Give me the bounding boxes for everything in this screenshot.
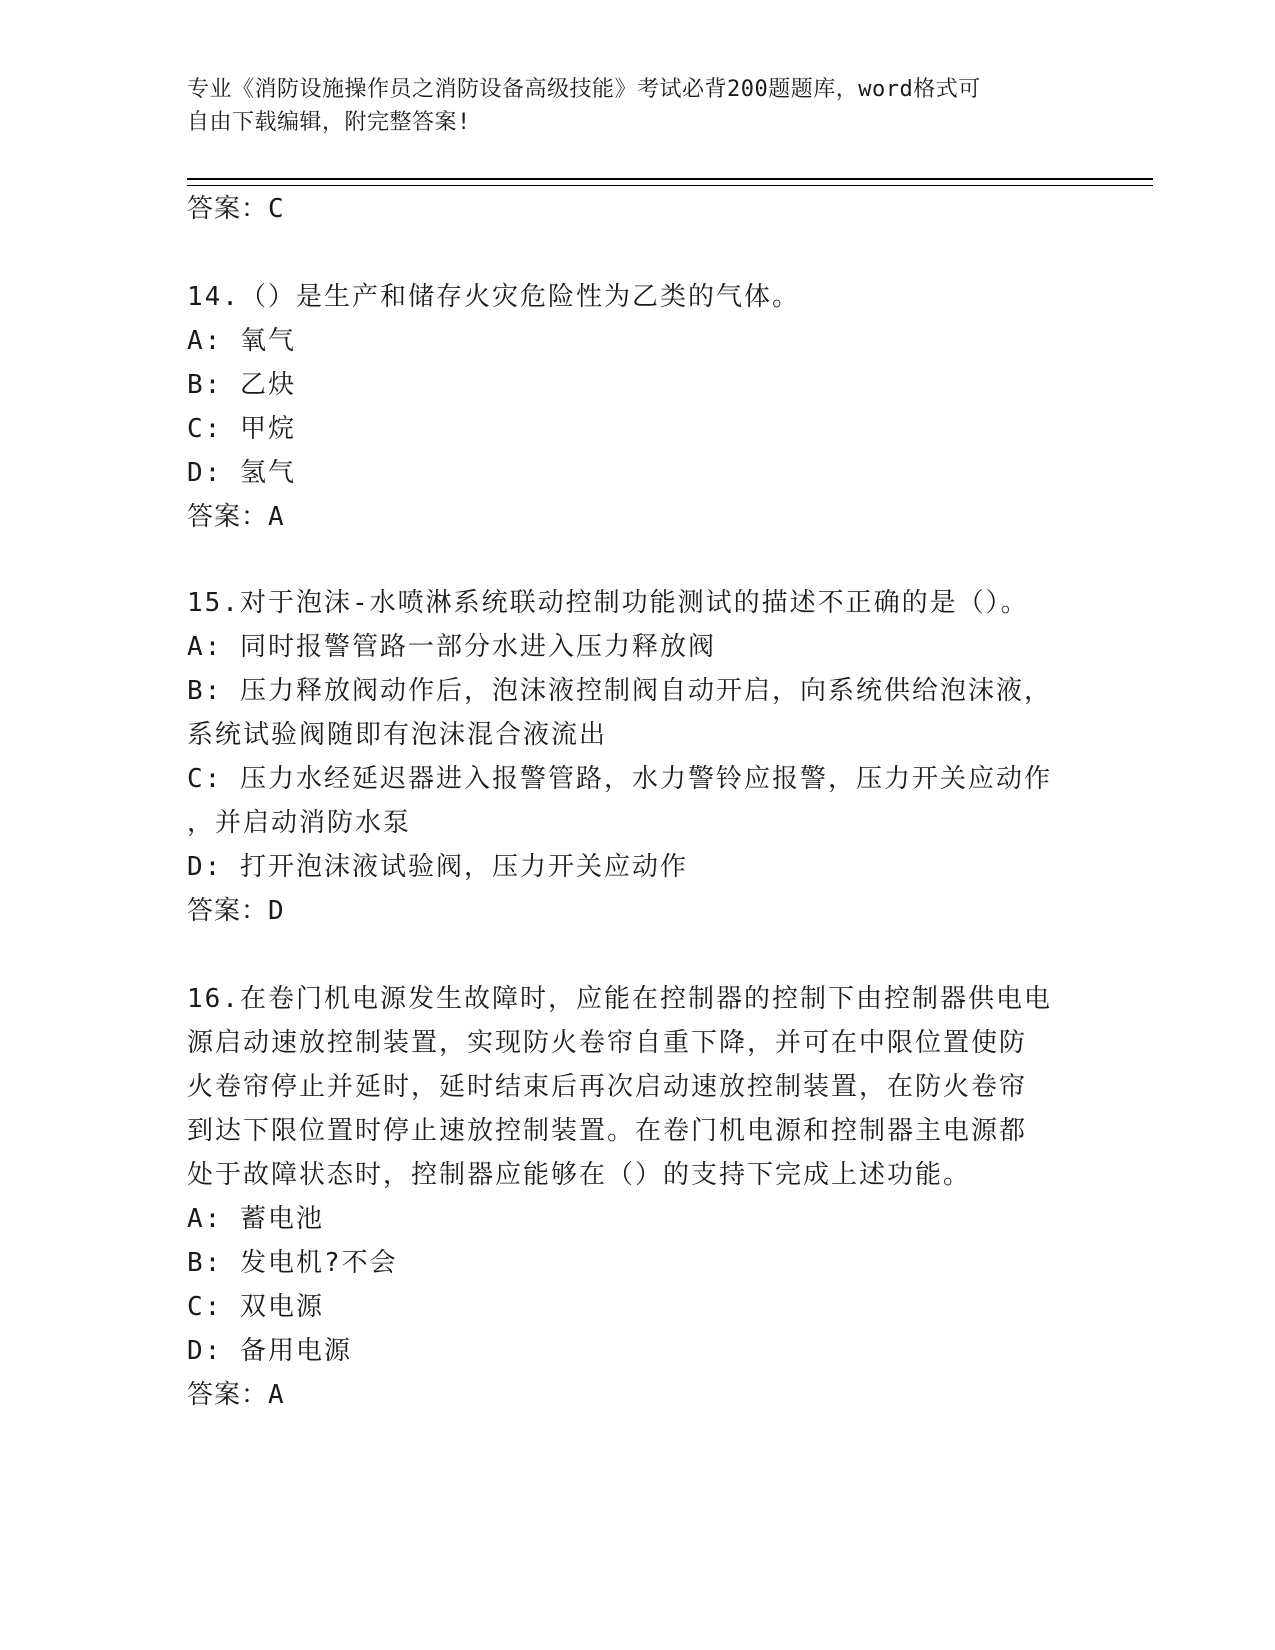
header-line-2: 自由下载编辑，附完整答案!	[187, 110, 471, 135]
question-16-stem-line-5: 处于故障状态时，控制器应能够在（）的支持下完成上述功能。	[187, 1160, 972, 1190]
question-16-option-d: D: 备用电源	[187, 1336, 352, 1366]
question-16-option-b: B: 发电机?不会	[187, 1248, 398, 1278]
question-15-option-b-line-1: B: 压力释放阀动作后，泡沫液控制阀自动开启，向系统供给泡沫液，	[187, 676, 1052, 706]
question-16-answer: 答案：A	[187, 1380, 285, 1410]
question-16-stem-line-3: 火卷帘停止并延时，延时结束后再次启动速放控制装置，在防火卷帘	[187, 1072, 1028, 1102]
question-14-option-c: C: 甲烷	[187, 414, 296, 444]
question-16-option-a: A: 蓄电池	[187, 1204, 324, 1234]
question-16-stem-line-1: 16.在卷门机电源发生故障时，应能在控制器的控制下由控制器供电电	[187, 984, 1052, 1014]
question-14-option-d: D: 氢气	[187, 458, 296, 488]
question-15-stem: 15.对于泡沫-水喷淋系统联动控制功能测试的描述不正确的是（）。	[187, 588, 1029, 618]
question-15-option-c-line-1: C: 压力水经延迟器进入报警管路，水力警铃应报警，压力开关应动作	[187, 764, 1052, 794]
question-14-stem: 14.（）是生产和储存火灾危险性为乙类的气体。	[187, 282, 800, 312]
question-15-option-c-line-2: ，并启动消防水泵	[187, 808, 412, 838]
question-16-stem-line-2: 源启动速放控制装置，实现防火卷帘自重下降，并可在中限位置使防	[187, 1028, 1028, 1058]
question-14-option-a: A: 氧气	[187, 326, 296, 356]
question-16-option-c: C: 双电源	[187, 1292, 324, 1322]
question-14-option-b: B: 乙炔	[187, 370, 296, 400]
question-15-option-a: A: 同时报警管路一部分水进入压力释放阀	[187, 632, 716, 662]
question-15-option-d: D: 打开泡沫液试验阀，压力开关应动作	[187, 852, 688, 882]
document-header	[187, 73, 1067, 139]
question-14-answer: 答案：A	[187, 502, 285, 532]
question-15-answer: 答案：D	[187, 896, 285, 926]
header-rule-thick	[187, 178, 1153, 180]
header-rule-thin	[187, 185, 1153, 186]
header-line-1: 专业《消防设施操作员之消防设备高级技能》考试必背200题题库，word格式可	[187, 77, 981, 102]
previous-answer: 答案：C	[187, 194, 285, 224]
question-16-stem-line-4: 到达下限位置时停止速放控制装置。在卷门机电源和控制器主电源都	[187, 1116, 1028, 1146]
question-15-option-b-line-2: 系统试验阀随即有泡沫混合液流出	[187, 720, 608, 750]
